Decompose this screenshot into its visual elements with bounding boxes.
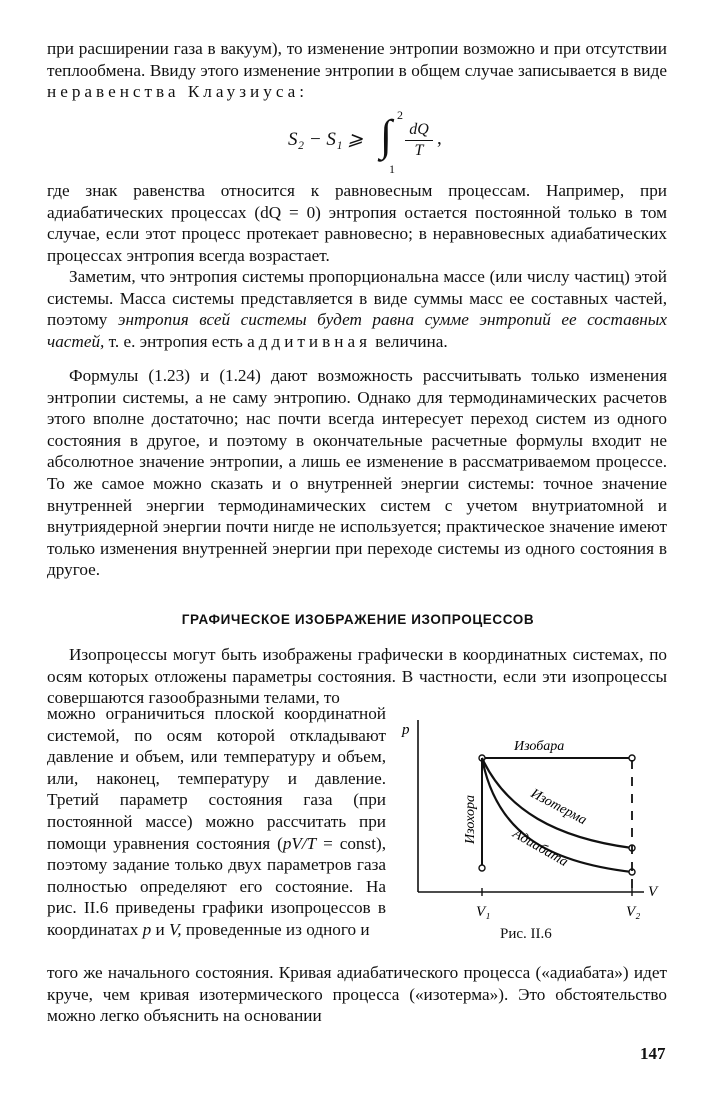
wrap-symbol-v: V, [169, 919, 182, 939]
para1-spaced-term: неравенства Клаузиуса [47, 82, 300, 102]
para1-end: : [299, 82, 305, 102]
paragraph-wrapped-column [47, 703, 386, 941]
paragraph-isoprocess-intro: Изопроцессы могут быть изображены графически в координатных системах, по осям которых отложены параметры состояния. В частности, если эти изопроцессы совершаются газообразными телами, то [47, 645, 667, 708]
isochore-end-point [479, 865, 485, 871]
formula-numerator: dQ [405, 120, 433, 141]
wrap-symbol-p: p [142, 919, 152, 939]
clausius-inequality-formula [288, 108, 448, 178]
formula-comma: , [437, 128, 442, 149]
para1-text: при расширении газа в вакуум), то изменение энтропии возможно и при отсутствии теплообмена. Ввиду этого изменение энтропии в общем случае записывается в виде [47, 39, 667, 80]
y-axis-label: p [402, 722, 410, 738]
wrap-text-a: можно ограничиться плоской координатной системой, по осям которой откладывают давление и объем, или температуру и объем, или, наконец, температуру и давление. Третий параметр состояния газа (при постоянной массе) можно рассчитать при помощи уравнения состояния ( [47, 704, 386, 853]
wrap-text-b: = const), поэтому задание только двух параметров газа полностью определяют его состояние. На рис. II.6 приведены графики изопроцессов в координатах [47, 833, 386, 939]
isobar-label: Изобара [514, 739, 565, 754]
x-axis-label: V [648, 884, 658, 900]
integral-upper-limit: 2 [397, 108, 403, 122]
figure-caption: Рис. II.6 [500, 926, 552, 942]
integral-lower-limit: 1 [389, 162, 395, 176]
formula-denominator: T [414, 142, 424, 159]
paragraph-formulas: Формулы (1.23) и (1.24) дают возможность рассчитывать только изменения энтропии системы, а не саму энтропию. Однако для термодинамических расчетов этого вполне достаточно; нас почти всегда интересует переход систем из одного состояния в другое, и поэтому в окончательные расчетные формулы входит не абсолютное значение энтропии, а лишь ее изменение в рассматриваемом процессе. То же самое можно сказать и о внутренней энергии системы: точное значение внутренней энергии термодинамических систем с учетом внутриатомной и внутриядерной энергии почти нигде не используется; практическое значение имеют только изменения внутренней энергии при переходе системы из одного состояния в другое. [47, 366, 667, 580]
paragraph-adiabat-comparison: того же начального состояния. Кривая адиабатического процесса («адиабата») идет круче, чем кривая изотермического процесса («изотерма»). Это обстоятельство можно легко объяснить на основании [47, 963, 667, 1026]
isochore-label: Изохора [463, 795, 478, 844]
para3-text-a: Заметим, что энтропия системы пропорциональна массе (или числу частиц) этой системы. Масса системы представляется в виде суммы масс ее составных частей, поэтому [47, 267, 667, 330]
para3-spaced-term: аддитивная [247, 331, 371, 351]
para3-italic: энтропия всей системы будет равна сумме энтропий ее составных частей, [47, 310, 668, 351]
paragraph-clausius-intro [47, 38, 667, 103]
isotherm-label: Изотерма [528, 786, 589, 829]
formula-fraction [405, 120, 433, 161]
para3-text-c: величина. [375, 331, 448, 351]
wrap-text-c: проведенные из одного и [185, 919, 370, 939]
para3-text-b: т. е. энтропия есть [108, 331, 243, 351]
paragraph-equality-note: где знак равенства относится к равновесным процессам. Например, при адиабатических процессах (dQ = 0) энтропия остается постоянной только в том случае, если этот процесс протекает равновесно; в неравновесных адиабатических процессах энтропия всегда возрастает. [47, 181, 667, 265]
wrap-formula: pV/T [282, 833, 317, 853]
paragraph-additivity [47, 266, 667, 352]
wrap-and: и [155, 919, 165, 939]
section-heading: ГРАФИЧЕСКОЕ ИЗОБРАЖЕНИЕ ИЗОПРОЦЕССОВ [181, 612, 535, 627]
integral-sign: ∫ [380, 111, 393, 160]
figure-isoprocesses [396, 712, 668, 948]
formula-lhs: S₂ − S₁ ⩾ [288, 129, 364, 150]
v1-label: V₁ [476, 904, 491, 920]
page-number: 147 [640, 1044, 666, 1063]
adiabat-label: Адиабата [510, 826, 571, 870]
isoprocess-diagram [396, 712, 668, 926]
v2-label: V₂ [626, 904, 641, 920]
